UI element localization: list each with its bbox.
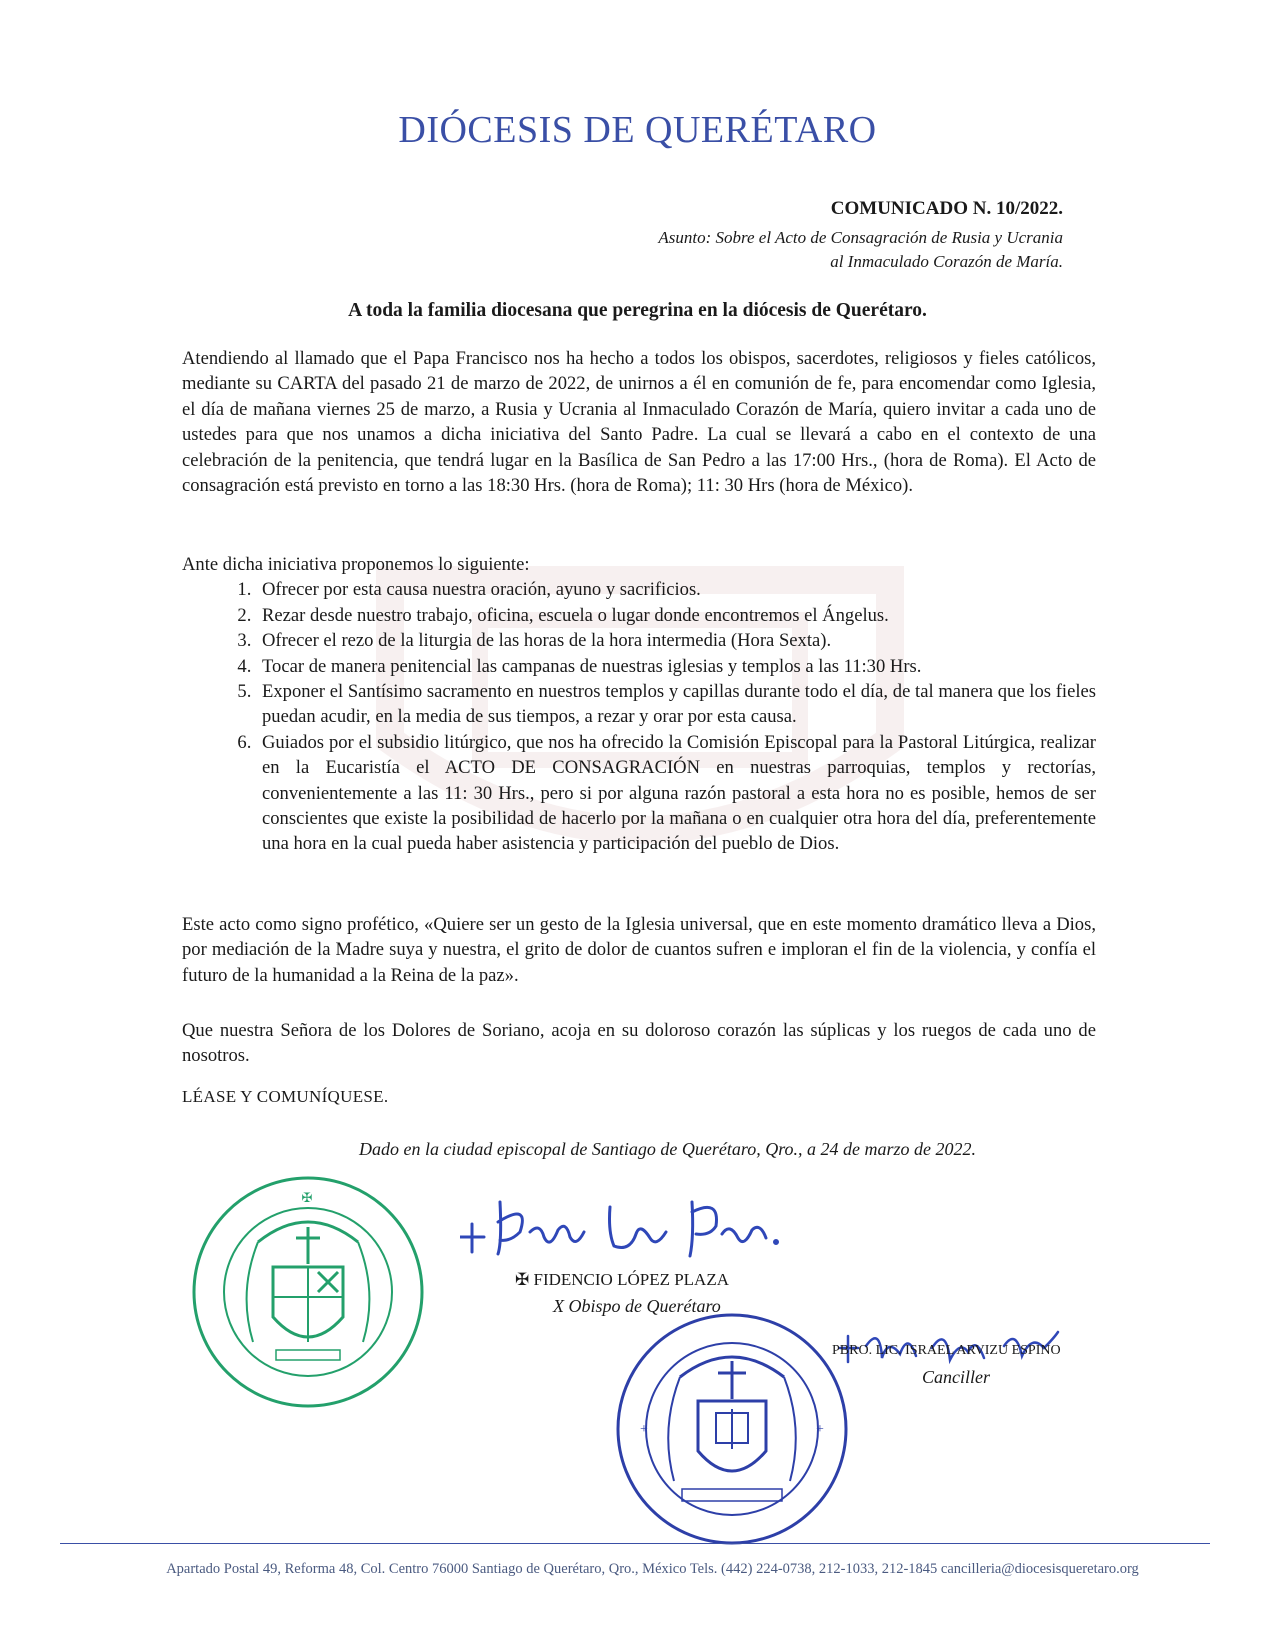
seal-cross-left: +	[640, 1422, 648, 1437]
seal-cross-right: +	[816, 1422, 824, 1437]
proposal-list	[182, 577, 1096, 856]
list-item: 5. Exponer el Santísimo sacramento en nuestros templos y capillas durante todo el día, de tal manera que los fieles puedan acudir, en la media de sus tiempos, a rezar y orar por esta causa.	[256, 679, 1096, 730]
proposal-section	[182, 552, 1096, 857]
chancery-seal	[612, 1309, 852, 1549]
list-item: 1. Ofrecer por esta causa nuestra oración, ayuno y sacrificios.	[256, 577, 1096, 602]
page-title: DIÓCESIS DE QUERÉTARO	[398, 109, 877, 151]
chancellor-role: Canciller	[922, 1367, 990, 1387]
paragraph-4: Que nuestra Señora de los Dolores de Soriano, acoja en su doloroso corazón las súplicas y los ruegos de cada uno de nosotros.	[182, 1020, 1096, 1067]
asunto-line-2: al Inmaculado Corazón de María.	[830, 252, 1063, 271]
dado-en: Dado en la ciudad episcopal de Santiago de Querétaro, Qro., a 24 de marzo de 2022.	[358, 1139, 977, 1159]
lease-comuniquese: LÉASE Y COMUNÍQUESE.	[182, 1087, 389, 1106]
seal-text-top: ✠	[301, 1190, 315, 1205]
bishop-seal	[188, 1172, 428, 1412]
chancellor-name: PBRO. LIC. ISRAEL ARVIZU ESPINO	[832, 1343, 1061, 1358]
paragraph-1: Atendiendo al llamado que el Papa Francisco nos ha hecho a todos los obispos, sacerdotes, religiosos y fieles católicos, mediante su CARTA del pasado 21 de marzo de 2022, de unirnos a él en comunión de fe, para encomendar como Iglesia, el día de mañana viernes 25 de marzo, a Rusia y Ucrania al Inmaculado Corazón de María, quiero invitar a cada uno de ustedes para que nos unamos a dicha iniciativa del Santo Padre. La cual se llevará a cabo en el contexto de una celebración de la penitencia, que tendrá lugar en la Basílica de San Pedro a las 17:00 Hrs., (hora de Roma). El Acto de consagración está previsto en torno a las 18:30 Hrs. (hora de Roma); 11: 30 Hrs (hora de México).	[182, 348, 1096, 497]
bishop-role: X Obispo de Querétaro	[553, 1296, 721, 1316]
bishop-name: ✠ FIDENCIO LÓPEZ PLAZA	[515, 1270, 729, 1289]
salutation: A toda la familia diocesana que peregrina en la diócesis de Querétaro.	[348, 300, 927, 321]
asunto	[503, 226, 1063, 274]
list-item: 4. Tocar de manera penitencial las campanas de nuestras iglesias y templos a las 11:30 Hrs.	[256, 654, 1096, 679]
footer-address: Apartado Postal 49, Reforma 48, Col. Centro 76000 Santiago de Querétaro, Qro., México Tels. (442) 224-0738, 212-1033, 212-1845 cancilleria@diocesisqueretaro.org	[166, 1561, 1139, 1577]
list-item: 2. Rezar desde nuestro trabajo, oficina, escuela o lugar donde encontremos el Ángelus.	[256, 603, 1096, 628]
list-intro: Ante dicha iniciativa proponemos lo siguiente:	[182, 554, 530, 575]
paragraph-3: Este acto como signo profético, «Quiere ser un gesto de la Iglesia universal, que en este momento dramático lleva a Dios, por mediación de la Madre suya y nuestra, el grito de dolor de cuantos sufren e imploran el fin de la violencia, y confía el futuro de la humanidad a la Reina de la paz».	[182, 914, 1096, 986]
list-item: 3. Ofrecer el rezo de la liturgia de las horas de la hora intermedia (Hora Sexta).	[256, 628, 1096, 653]
comunicado-number: COMUNICADO N. 10/2022.	[830, 198, 1063, 219]
footer-divider	[60, 1543, 1210, 1544]
asunto-line-1: Asunto: Sobre el Acto de Consagración de Rusia y Ucrania	[658, 228, 1063, 247]
bishop-signature	[460, 1182, 800, 1272]
list-item: 6. Guiados por el subsidio litúrgico, que nos ha ofrecido la Comisión Episcopal para la Pastoral Litúrgica, realizar en la Eucaristía el ACTO DE CONSAGRACIÓN en nuestras parroquias, templos y rectorías, convenientemente a las 11: 30 Hrs., pero si por alguna razón pastoral a esta hora no es posible, hemos de ser conscientes que existe la posibilidad de hacerlo por la mañana o en cualquier otra hora del día, preferentemente una hora en la cual pueda haber asistencia y participación del pueblo de Dios.	[256, 730, 1096, 857]
